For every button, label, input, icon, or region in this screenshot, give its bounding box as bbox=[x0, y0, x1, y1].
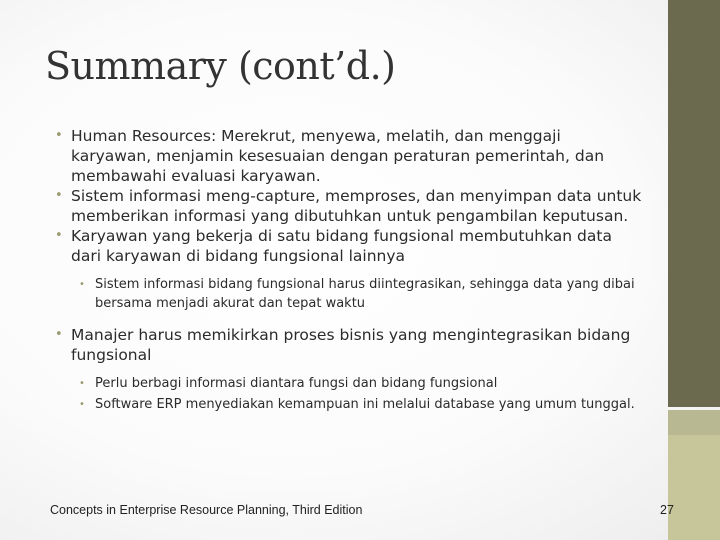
slide-footer: Concepts in Enterprise Resource Planning, Third Edition bbox=[50, 503, 363, 517]
sub-bullet-item bbox=[65, 374, 645, 393]
bullet-text: Human Resources: Merekrut, menyewa, melatih, dan menggaji karyawan, menjamin kesesuaian dengan peraturan pemerintah, dan membawahi evaluasi karyawan. bbox=[71, 127, 605, 185]
bullet-icon: • bbox=[79, 378, 85, 389]
bullet-icon: • bbox=[55, 128, 63, 143]
sidebar-decoration bbox=[668, 0, 720, 540]
bullet-icon: • bbox=[55, 228, 63, 243]
bullet-list bbox=[55, 126, 645, 266]
bullet-icon: • bbox=[55, 188, 63, 203]
sub-bullet-list bbox=[65, 275, 645, 313]
bullet-item bbox=[55, 325, 645, 365]
page-number: 27 bbox=[660, 503, 674, 517]
sub-bullet-item bbox=[65, 275, 645, 313]
slide-title: Summary (cont’d.) bbox=[45, 44, 396, 88]
sidebar-light-segment bbox=[668, 435, 720, 540]
sub-bullet-text: Software ERP menyediakan kemampuan ini melalui database yang umum tunggal. bbox=[95, 397, 635, 412]
bullet-icon: • bbox=[79, 279, 85, 290]
sub-bullet-item bbox=[65, 395, 645, 414]
sidebar-dark-segment bbox=[668, 0, 720, 407]
bullet-item bbox=[55, 226, 645, 266]
slide-body bbox=[55, 126, 645, 426]
bullet-icon: • bbox=[79, 399, 85, 410]
bullet-list bbox=[55, 325, 645, 365]
bullet-text: Karyawan yang bekerja di satu bidang fungsional membutuhkan data dari karyawan di bidang fungsional lainnya bbox=[71, 227, 612, 265]
bullet-item bbox=[55, 186, 645, 226]
sub-bullet-text: Perlu berbagi informasi diantara fungsi dan bidang fungsional bbox=[95, 376, 498, 391]
bullet-text: Manajer harus memikirkan proses bisnis yang mengintegrasikan bidang fungsional bbox=[71, 326, 631, 364]
bullet-text: Sistem informasi meng-capture, memproses, dan menyimpan data untuk memberikan informasi yang dibutuhkan untuk pengambilan keputusan. bbox=[71, 187, 642, 225]
sub-bullet-text: Sistem informasi bidang fungsional harus diintegrasikan, sehingga data yang dibai bersama menjadi akurat dan tepat waktu bbox=[95, 277, 635, 311]
sub-bullet-list bbox=[65, 374, 645, 414]
bullet-item bbox=[55, 126, 645, 186]
bullet-icon: • bbox=[55, 327, 63, 342]
sidebar-mid-segment bbox=[668, 410, 720, 435]
